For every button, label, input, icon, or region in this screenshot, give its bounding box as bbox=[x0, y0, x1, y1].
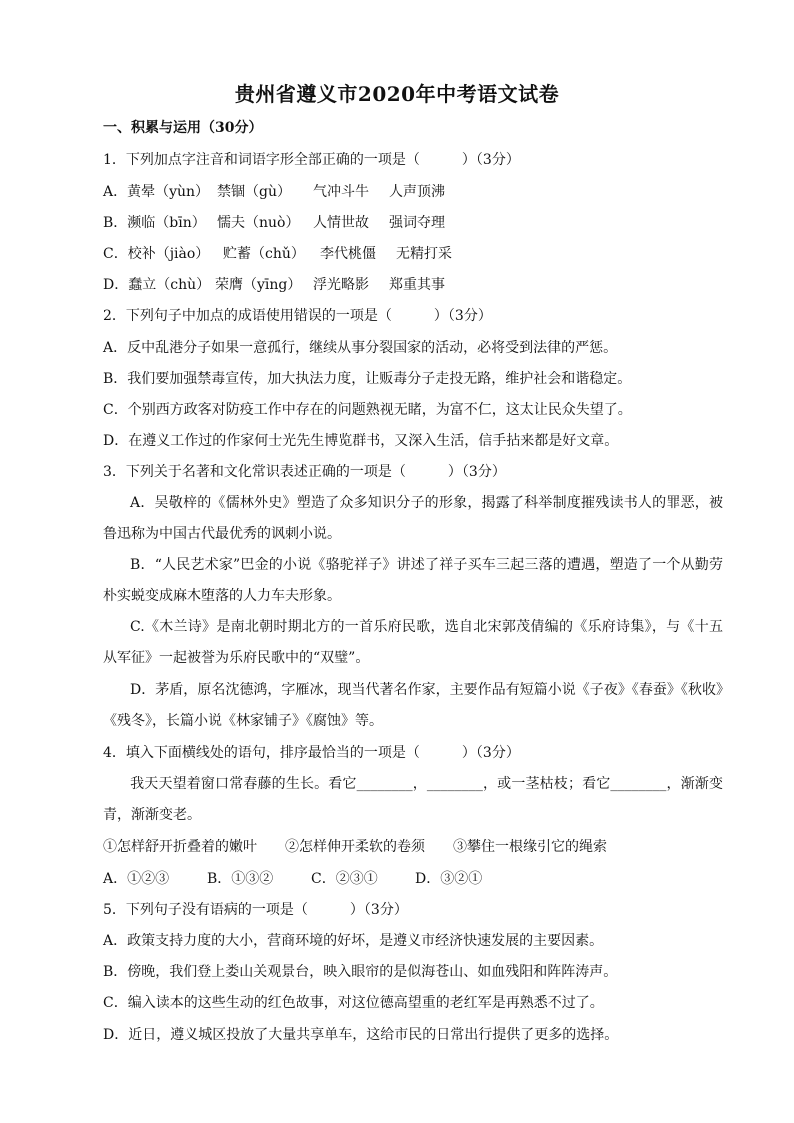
q3-b-text: B．“人民艺术家”巴金的小说《骆驼祥子》讲述了祥子买车三起三落的遭遇，塑造了一个从勤劳朴实蜕变成麻木堕落的人力车夫形象。 bbox=[103, 557, 723, 604]
q1-b-2: 懦夫（nuò） bbox=[217, 215, 300, 231]
q3-stem: 3．下列关于名著和文化常识表述正确的一项是（ ）（3分） bbox=[103, 464, 506, 480]
q1-d-3: 浮光略影 bbox=[313, 277, 369, 293]
q5-option-d: D．近日，遵义城区投放了大量共享单车，这给市民的日常出行提供了更多的选择。 bbox=[103, 1027, 619, 1043]
q1-b-4: 强词夺理 bbox=[389, 215, 445, 231]
q3-option-b bbox=[103, 550, 723, 612]
q3-option-c bbox=[103, 612, 723, 674]
q1-a-4: 人声顶沸 bbox=[389, 184, 445, 200]
q2-option-d: D．在遵义工作过的作家何士光先生博览群书，又深入生活，信手拈来都是好文章。 bbox=[103, 433, 619, 449]
q4-option-c: C．②③① bbox=[311, 871, 378, 887]
q3-option-d bbox=[103, 675, 723, 737]
q4-options bbox=[103, 869, 723, 889]
q2-option-b: B．我们要加强禁毒宣传，加大执法力度，让贩毒分子走投无路，维护社会和谐稳定。 bbox=[103, 371, 632, 387]
q1-option-d bbox=[103, 275, 723, 295]
q1-c-4: 无精打采 bbox=[396, 246, 452, 262]
q4-passage bbox=[103, 769, 723, 831]
q1-d-2: 荣膺（yīng） bbox=[215, 277, 302, 293]
q1-b-3: 人情世故 bbox=[313, 215, 369, 231]
q1-option-b bbox=[103, 213, 723, 233]
q1-a-1: A．黄晕（yùn） bbox=[103, 184, 210, 200]
q1-c-2: 贮蓄（chǔ） bbox=[223, 246, 305, 262]
q1-d-1: D．蠢立（chù） bbox=[103, 277, 211, 293]
q2-option-a: A．反中乱港分子如果一意孤行，继续从事分裂国家的活动，必将受到法律的严惩。 bbox=[103, 340, 618, 356]
q4-item-2: ②怎样伸开柔软的卷须 bbox=[285, 839, 425, 855]
q3-a-text: A．吴敬梓的《儒林外史》塑造了众多知识分子的形象，揭露了科举制度摧残读书人的罪恶，被鲁迅称为中国古代最优秀的讽刺小说。 bbox=[103, 495, 723, 542]
q2-stem: 2．下列句子中加点的成语使用错误的一项是（ ）（3分） bbox=[103, 308, 492, 324]
q4-option-d: D．③②① bbox=[415, 871, 483, 887]
q3-d-text: D．茅盾，原名沈德鸿，字雁冰，现当代著名作家，主要作品有短篇小说《子夜》《春蚕》《秋收》《残冬》，长篇小说《林家铺子》《腐蚀》等。 bbox=[103, 682, 723, 729]
q1-option-c bbox=[103, 244, 723, 264]
q3-c-text: C.《木兰诗》是南北朝时期北方的一首乐府民歌，选自北宋郭茂倩编的《乐府诗集》，与《十五从军征》一起被誉为乐府民歌中的“双璧”。 bbox=[103, 619, 723, 666]
q1-c-1: C．校补（jiào） bbox=[103, 246, 210, 262]
q5-option-b: B．傍晚，我们登上娄山关观景台，映入眼帘的是似海苍山、如血残阳和阵阵涛声。 bbox=[103, 964, 618, 980]
q4-item-1: ①怎样舒开折叠着的嫩叶 bbox=[103, 839, 257, 855]
q4-stem: 4．填入下面横线处的语句，排序最恰当的一项是（ ）（3分） bbox=[103, 745, 520, 761]
q4-item-3: ③攀住一根缘引它的绳索 bbox=[453, 839, 607, 855]
q2-option-c: C．个别西方政客对防疫工作中存在的问题熟视无睹，为富不仁，这太让民众失望了。 bbox=[103, 402, 632, 418]
q1-stem: 1．下列加点字注音和词语字形全部正确的一项是（ ）（3分） bbox=[103, 152, 520, 168]
q4-passage-text: 我天天望着窗口常春藤的生长。看它________，________，或一茎枯枝；看它________，渐渐变青，渐渐变老。 bbox=[103, 776, 723, 823]
q4-option-b: B．①③② bbox=[207, 871, 274, 887]
section-heading: 一、积累与运用（30分） bbox=[103, 120, 263, 136]
q4-items bbox=[103, 837, 723, 857]
q1-d-4: 郑重其事 bbox=[389, 277, 445, 293]
q5-option-c: C．编入读本的这些生动的红色故事，对这位德高望重的老红军是再熟悉不过了。 bbox=[103, 995, 604, 1011]
q1-b-1: B．濒临（bīn） bbox=[103, 215, 206, 231]
q1-a-2: 禁锢（gù） bbox=[217, 184, 291, 200]
q1-a-3: 气冲斗牛 bbox=[313, 184, 369, 200]
q4-option-a: A．①②③ bbox=[103, 871, 170, 887]
q3-option-a bbox=[103, 488, 723, 550]
q1-option-a bbox=[103, 182, 723, 202]
q1-c-3: 李代桃僵 bbox=[320, 246, 376, 262]
page-title: 贵州省遵义市2020年中考语文试卷 bbox=[234, 82, 560, 106]
q5-option-a: A．政策支持力度的大小，营商环境的好坏，是遵义市经济快速发展的主要因素。 bbox=[103, 933, 604, 949]
q5-stem: 5．下列句子没有语病的一项是（ ）（3分） bbox=[103, 902, 408, 918]
